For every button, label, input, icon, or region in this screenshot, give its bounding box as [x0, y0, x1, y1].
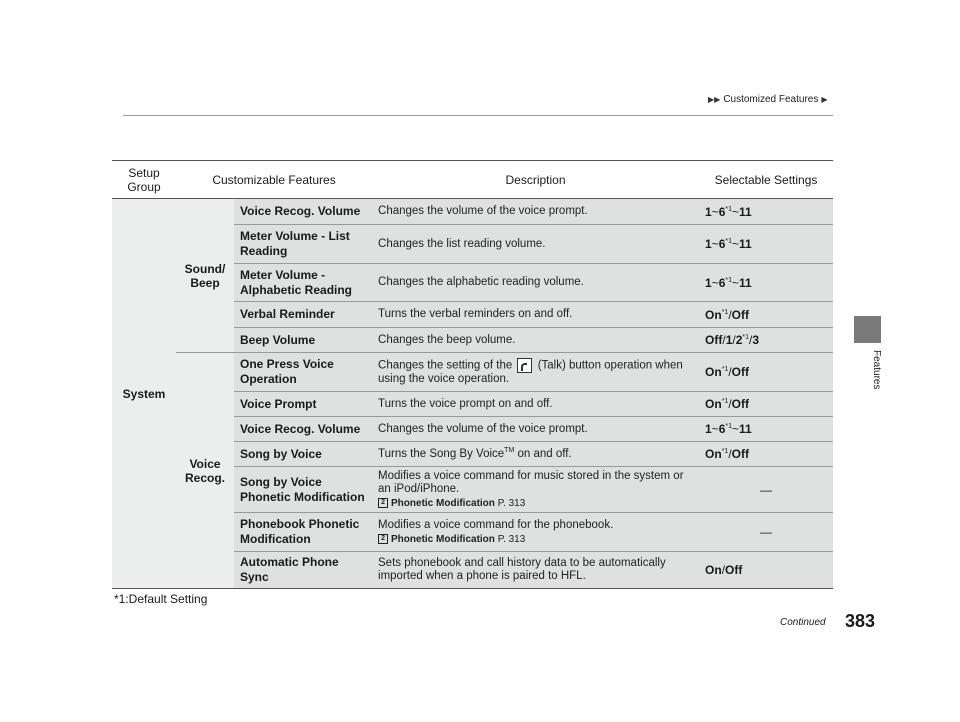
feature-setting: 1~6$^{*1}$~11: [699, 264, 833, 302]
reference-link[interactable]: Phonetic Modification: [391, 533, 495, 545]
triangle-right-icon: ▶: [821, 95, 828, 104]
feature-name: Voice Prompt: [234, 392, 372, 417]
group-system: System: [112, 199, 176, 589]
feature-setting: —: [699, 513, 833, 552]
reference-arrow-icon: 2: [378, 534, 388, 544]
feature-name: Song by Voice Phonetic Modification: [234, 467, 372, 513]
reference-arrow-icon: 2: [378, 498, 388, 508]
feature-description: Turns the Song By Voice™ on and off.: [372, 442, 699, 467]
feature-setting: 1~6$^{*1}$~11: [699, 199, 833, 225]
feature-description: Modifies a voice command for music stored in the system or an iPod/iPhone. 2 Phonetic Modification P. 313: [372, 467, 699, 513]
reference-link[interactable]: Phonetic Modification: [391, 497, 495, 509]
feature-setting: 1~6$^{*1}$~11: [699, 417, 833, 442]
footnote: *1:Default Setting: [114, 592, 208, 606]
feature-setting: Off/1/2$^{*1}$/3: [699, 328, 833, 353]
header-setup-group: Setup Group: [112, 161, 176, 199]
feature-description: Sets phonebook and call history data to be automatically imported when a phone is paired to HFL.: [372, 552, 699, 589]
header-description: Description: [372, 161, 699, 199]
table-header-row: [112, 161, 833, 199]
feature-setting: —: [699, 467, 833, 513]
feature-setting: On$^{*1}$/Off: [699, 353, 833, 392]
header-selectable-settings: Selectable Settings: [699, 161, 833, 199]
feature-setting: On/Off: [699, 552, 833, 589]
feature-description: Changes the beep volume.: [372, 328, 699, 353]
feature-setting: On$^{*1}$/Off: [699, 302, 833, 328]
header-customizable-features: Customizable Features: [176, 161, 372, 199]
header-rule: [123, 115, 833, 116]
feature-name: Voice Recog. Volume: [234, 199, 372, 225]
feature-setting: 1~6$^{*1}$~11: [699, 225, 833, 264]
page-number: 383: [845, 611, 876, 631]
feature-name: Automatic Phone Sync: [234, 552, 372, 589]
continued-label: Continued: [780, 617, 826, 628]
feature-description: Changes the volume of the voice prompt.: [372, 199, 699, 225]
section-tab-label: Features: [871, 350, 882, 390]
feature-name: Beep Volume: [234, 328, 372, 353]
talk-icon: [517, 358, 532, 373]
feature-name: Song by Voice: [234, 442, 372, 467]
feature-description: Changes the setting of the (Talk) button operation when using the voice operation.: [372, 353, 699, 392]
subgroup-sound-beep: Sound/ Beep: [176, 199, 234, 353]
breadcrumb-label: Customized Features: [723, 94, 819, 105]
feature-description: Changes the list reading volume.: [372, 225, 699, 264]
feature-name: Verbal Reminder: [234, 302, 372, 328]
feature-name: Voice Recog. Volume: [234, 417, 372, 442]
breadcrumb: [708, 94, 828, 105]
triangle-right-icon: ▶▶: [708, 95, 721, 104]
feature-name: One Press Voice Operation: [234, 353, 372, 392]
feature-description: Changes the alphabetic reading volume.: [372, 264, 699, 302]
table-row: [112, 199, 833, 225]
subgroup-voice-recog: Voice Recog.: [176, 353, 234, 589]
feature-description: Turns the verbal reminders on and off.: [372, 302, 699, 328]
feature-description: Changes the volume of the voice prompt.: [372, 417, 699, 442]
section-tab: [854, 316, 881, 343]
feature-description: Turns the voice prompt on and off.: [372, 392, 699, 417]
feature-name: Meter Volume - Alphabetic Reading: [234, 264, 372, 302]
feature-name: Meter Volume - List Reading: [234, 225, 372, 264]
table-row: [112, 353, 833, 392]
customizable-features-table: [112, 160, 833, 589]
feature-name: Phonebook Phonetic Modification: [234, 513, 372, 552]
feature-setting: On$^{*1}$/Off: [699, 392, 833, 417]
feature-description: Modifies a voice command for the phonebook. 2 Phonetic Modification P. 313: [372, 513, 699, 552]
feature-setting: On$^{*1}$/Off: [699, 442, 833, 467]
